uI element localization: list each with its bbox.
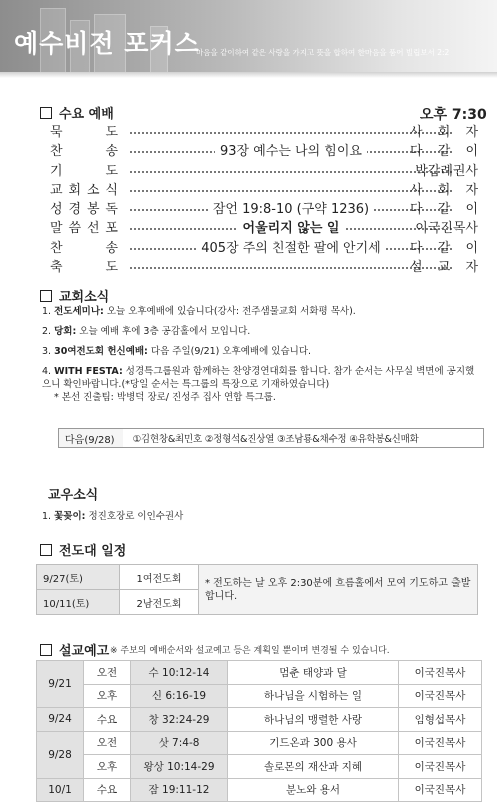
table-cell-scripture: 수 10:12-14 [131,661,228,685]
worship-order-row [50,217,478,236]
table-cell-preacher: 임형섭목사 [399,708,482,732]
table-cell-scripture: 신 6:16-19 [131,684,228,708]
news-text: 오늘 오후예배에 있습니다(강사: 전주샘물교회 서화평 목사). [106,306,356,317]
worship-order-middle-text: 93장 예수는 나의 힘이요 [215,144,367,159]
table-cell-title: 기드온과 300 용사 [228,731,399,755]
table-cell-title: 하나님의 맹렬한 사랑 [228,708,399,732]
news-num: 2. [42,326,52,337]
next-week-content: ①김현창&최민호 ②정형석&진상열 ③조남룡&채수정 ④유학봉&신매화 [123,429,483,447]
worship-order-middle-text: 잠언 19:8-10 (구약 1236) [208,202,374,217]
table-row [37,755,482,779]
worship-order-middle-text: 어울리지 않는 일 [238,221,345,236]
table-cell-preacher: 이국진목사 [399,778,482,802]
worship-heading-text: 수요 예배 [59,107,114,122]
dotted-leader [130,121,452,134]
table-row [37,731,482,755]
checkbox-icon [40,290,52,302]
worship-order-person: 박갑례권사 [415,163,478,179]
table-cell-time: 오전 [84,661,131,685]
worship-order-row [50,179,478,198]
table-row [37,684,482,708]
table-cell-date: 9/24 [37,708,84,732]
worship-order-row [50,237,478,256]
worship-order-person: 다 같 이 [410,202,478,218]
worship-order-row [50,256,478,275]
table-cell-title: 멈춘 태양과 달 [228,661,399,685]
table-cell-scripture: 왕상 10:14-29 [131,755,228,779]
table-cell-date: 10/11(토) [37,590,120,615]
next-week-label: 다음(9/28) [65,434,115,446]
evangelism-note: * 전도하는 날 오후 2:30분에 흐름홀에서 모여 기도하고 출발합니다. [199,565,478,615]
next-week-box [58,428,484,448]
dotted-leader [130,160,452,173]
checkbox-icon [40,644,52,656]
worship-order-row [50,121,478,140]
header-banner [0,0,497,72]
table-cell-scripture: 창 32:24-29 [131,708,228,732]
worship-order-label: 기 도 [50,163,118,179]
table-cell-date: 9/21 [37,661,84,708]
table-cell-title: 분노와 용서 [228,778,399,802]
news-title: 전도세미나: [54,306,104,317]
worship-order-middle [130,140,452,159]
news-title: 꽃꽂이: [54,511,86,522]
table-cell-time: 수요 [84,708,131,732]
news-num: 3. [42,346,52,357]
church-news-heading [40,286,109,305]
table-row [37,778,482,802]
news-title: WITH FESTA: [54,366,123,377]
news-text: 오늘 예배 후에 3층 공감홀에서 모입니다. [79,326,251,337]
worship-order-middle-text: 405장 주의 친절한 팔에 안기세 [196,241,385,256]
checkbox-icon [40,107,52,119]
dotted-leader [130,256,452,269]
worship-order-label: 축 도 [50,260,118,276]
evangelism-heading [40,540,126,559]
worship-order-person: 사 회 자 [410,125,478,140]
table-row [37,565,478,590]
sermon-heading [40,640,109,659]
news-text: 정진호장로 이인수권사 [88,511,184,522]
table-cell-title: 솔로몬의 재산과 지혜 [228,755,399,779]
table-cell-preacher: 이국진목사 [399,755,482,779]
worship-order-row [50,198,478,217]
news-title: 당회: [54,326,77,337]
table-cell-group: 1여전도회 [120,565,199,590]
news-num: 1. [42,511,52,522]
table-cell-scripture: 삿 7:4-8 [131,731,228,755]
news-item [42,365,482,391]
evangelism-table [36,564,478,615]
table-cell-group: 2남전도회 [120,590,199,615]
news-text: 성경특그룹원과 함께하는 찬양경연대회를 합니다. 참가 순서는 사무실 벽면에 공지했으니 확인바랍니다.(*당일 순서는 특그룹의 특장으로 기재하였습니다) [42,366,475,390]
sermon-heading-text: 설교예고 [59,644,110,659]
news-sub-note: * 본선 진출팀: 박병덕 장로/ 진성주 집사 연합 특그룹. [54,392,276,403]
members-news-heading [48,484,98,503]
table-cell-time: 오전 [84,731,131,755]
table-row [37,708,482,732]
worship-order-label: 교 회 소 식 [50,182,118,198]
table-cell-title: 하나님을 시험하는 일 [228,684,399,708]
table-cell-time: 수요 [84,778,131,802]
members-news-item [42,508,183,522]
table-cell-preacher: 이국진목사 [399,684,482,708]
table-cell-date: 10/1 [37,778,84,802]
table-cell-time: 오후 [84,755,131,779]
worship-order-person: 다 같 이 [410,144,478,160]
worship-order-person: 설 교 자 [410,260,478,276]
church-news-heading-text: 교회소식 [59,290,110,305]
banner-title: 예수비전 포커스 [14,29,200,58]
worship-order-person: 이국진목사 [415,221,478,237]
table-cell-scripture: 잠 19:11-12 [131,778,228,802]
members-news-heading-text: 교우소식 [48,488,99,503]
evangelism-heading-text: 전도대 일정 [59,544,127,559]
worship-order-label: 찬 송 [50,144,118,160]
table-cell-date: 9/28 [37,731,84,778]
table-cell-preacher: 이국진목사 [399,661,482,685]
table-cell-date: 9/27(토) [37,565,120,590]
news-num: 4. [42,366,52,377]
worship-heading [40,103,114,122]
table-cell-time: 오후 [84,684,131,708]
worship-order [50,121,478,275]
worship-order-row [50,140,478,159]
worship-order-label: 성 경 봉 독 [50,202,118,218]
news-item [42,345,482,358]
worship-order-person: 사 회 자 [410,182,478,198]
banner-slogan: 마음을 같이하여 같은 사랑을 가지고 뜻을 합하여 한마음을 품어 빌립보서 2:2 [196,48,450,57]
worship-order-row [50,160,478,179]
worship-order-label: 찬 송 [50,240,118,256]
worship-order-middle [130,198,452,217]
sermon-note: ※ 주보의 예배순서와 설교예고 등은 계획일 뿐이며 변경될 수 있습니다. [110,646,390,656]
sermon-table [36,660,482,802]
worship-order-middle [130,237,452,256]
news-title: 30여전도회 헌신예배: [54,346,148,357]
news-item [42,325,482,338]
news-text: 다음 주일(9/21) 오후예배에 있습니다. [150,346,312,357]
worship-order-person: 다 같 이 [410,240,478,256]
news-num: 1. [42,306,52,317]
worship-order-label: 말 씀 선 포 [50,221,118,237]
checkbox-icon [40,544,52,556]
table-row [37,661,482,685]
dotted-leader [130,179,452,192]
church-news-list [42,305,482,404]
banner-shadow [0,72,497,78]
worship-time: 오후 7:30 [420,107,487,123]
news-item [42,305,482,318]
worship-order-label: 묵 도 [50,125,118,140]
table-cell-preacher: 이국진목사 [399,731,482,755]
worship-order-middle [130,217,452,236]
